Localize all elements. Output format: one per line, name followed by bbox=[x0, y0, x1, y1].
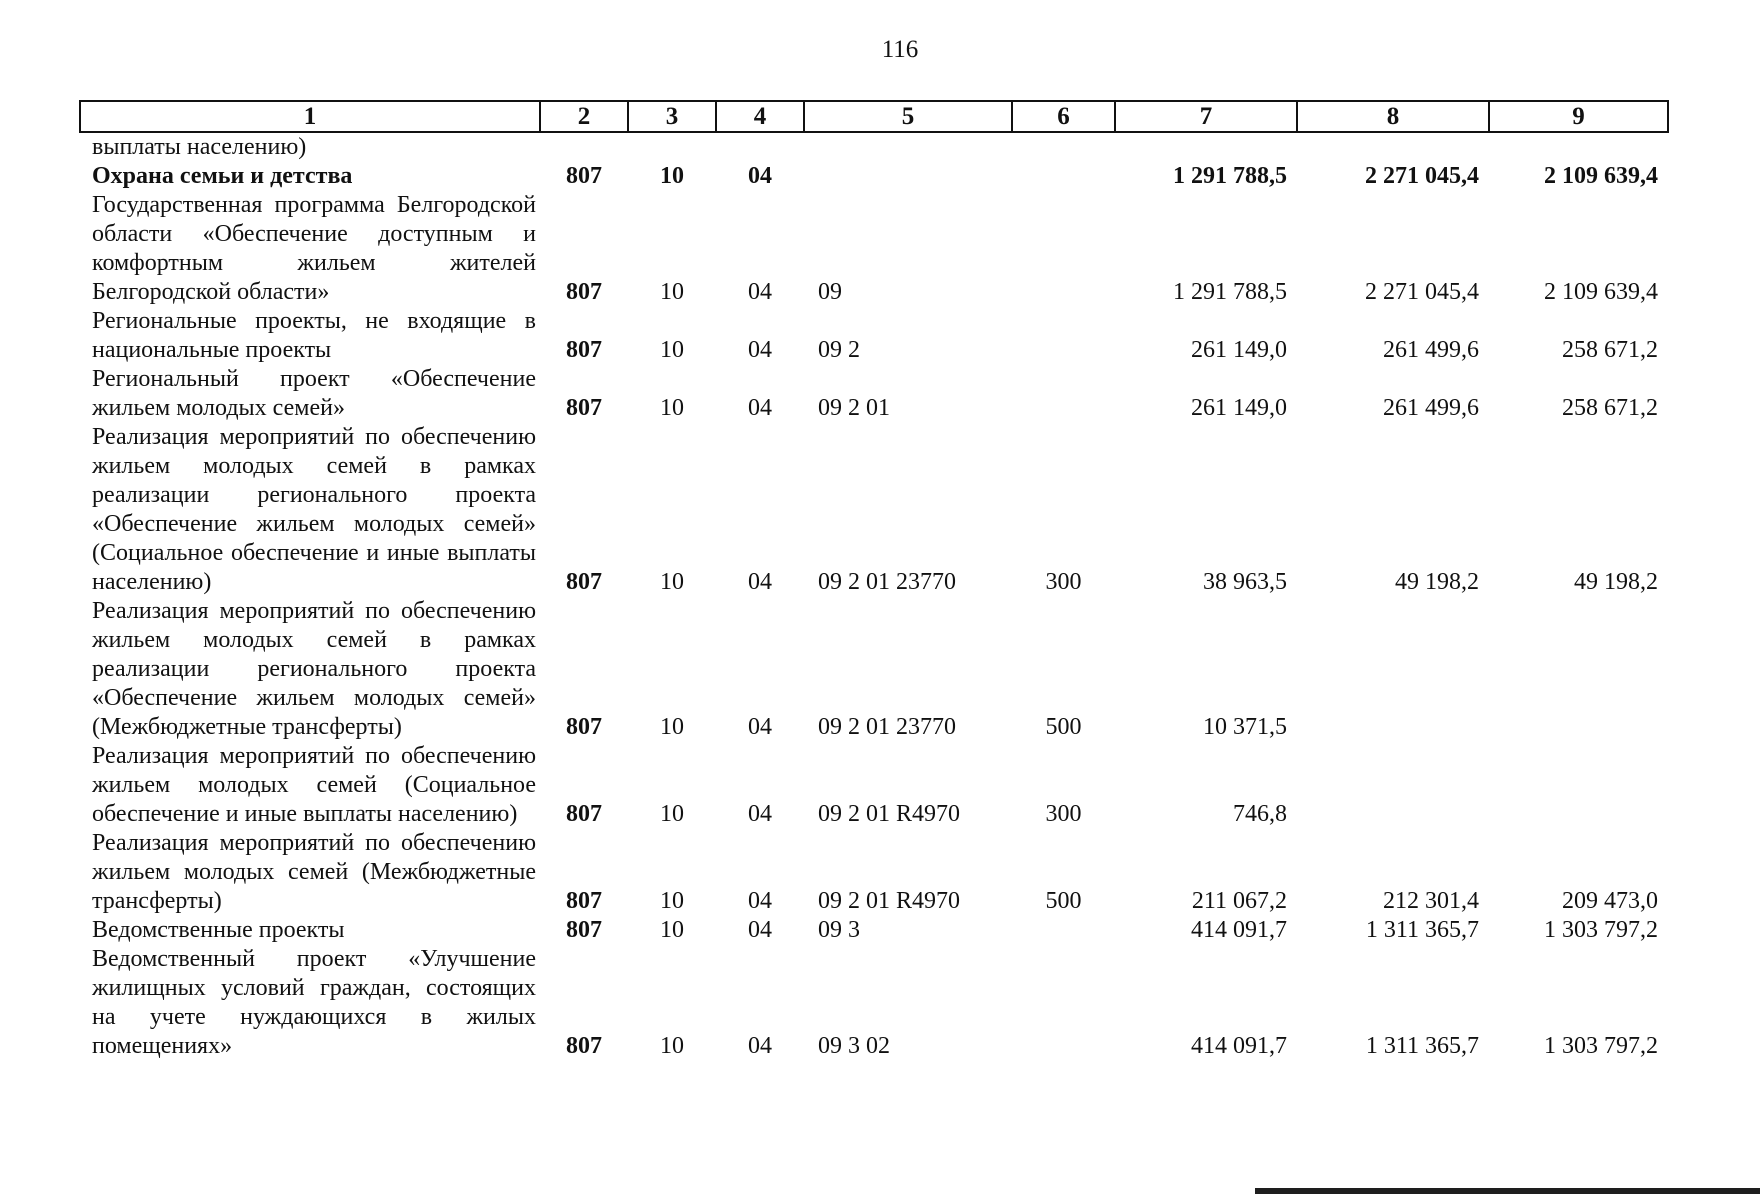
row-target-article: 09 2 01 23770 bbox=[818, 714, 956, 740]
row-expense-type: 500 bbox=[1045, 714, 1082, 740]
row-amount-col7: 261 149,0 bbox=[1191, 337, 1287, 363]
row-section-code: 10 bbox=[660, 1033, 684, 1059]
row-expense-type bbox=[1012, 916, 1115, 945]
row-amount-col9: 258 671,2 bbox=[1562, 395, 1658, 421]
row-subsection-code: 04 bbox=[748, 337, 772, 363]
row-ministry-code: 807 bbox=[566, 917, 602, 943]
header-col-7: 7 bbox=[1115, 101, 1297, 132]
row-subsection-code: 04 bbox=[748, 163, 772, 189]
table-row bbox=[80, 307, 1668, 365]
row-amount-col7: 10 371,5 bbox=[1203, 714, 1287, 740]
row-amount-col7: 746,8 bbox=[1233, 801, 1287, 827]
row-amount-col8: 1 311 365,7 bbox=[1365, 1033, 1479, 1059]
header-row bbox=[80, 101, 1668, 132]
row-subsection-code: 04 bbox=[748, 279, 772, 305]
row-target-article: 09 2 01 R4970 bbox=[818, 801, 961, 827]
row-expense-type: 300 bbox=[1045, 569, 1082, 595]
row-section-code: 10 bbox=[660, 714, 684, 740]
row-name: Государственная программа Белгородской области «Обеспечение доступным и комфортным жильем жителей Белгородской области» bbox=[92, 192, 536, 305]
row-ministry-code: 807 bbox=[566, 801, 602, 827]
header-col-1: 1 bbox=[80, 101, 540, 132]
row-expense-type bbox=[1012, 945, 1115, 1061]
row-section-code: 10 bbox=[660, 801, 684, 827]
row-name: Реализация мероприятий по обеспечению жильем молодых семей в рамках реализации регионального проекта «Обеспечение жильем молодых семей» (Социальное обеспечение и иные выплаты населению) bbox=[92, 424, 536, 595]
row-ministry-code bbox=[540, 132, 628, 162]
row-amount-col7 bbox=[1115, 132, 1297, 162]
row-target-article: 09 3 02 bbox=[818, 1033, 890, 1059]
row-amount-col8 bbox=[1297, 742, 1489, 829]
row-amount-col8: 1 311 365,7 bbox=[1365, 917, 1479, 943]
row-section-code: 10 bbox=[660, 569, 684, 595]
table-row bbox=[80, 916, 1668, 945]
row-amount-col9 bbox=[1489, 742, 1668, 829]
row-target-article: 09 2 01 bbox=[818, 395, 890, 421]
row-expense-type bbox=[1012, 132, 1115, 162]
row-subsection-code: 04 bbox=[748, 714, 772, 740]
row-amount-col8 bbox=[1297, 597, 1489, 742]
row-amount-col7: 261 149,0 bbox=[1191, 395, 1287, 421]
header-col-4: 4 bbox=[716, 101, 804, 132]
row-section-code: 10 bbox=[660, 395, 684, 421]
row-name: Ведомственный проект «Улучшение жилищных условий граждан, состоящих на учете нуждающихся в жилых помещениях» bbox=[92, 946, 536, 1059]
table-header bbox=[80, 101, 1668, 132]
row-amount-col9: 2 109 639,4 bbox=[1544, 279, 1658, 305]
row-amount-col8: 261 499,6 bbox=[1383, 337, 1479, 363]
table-row bbox=[80, 162, 1668, 191]
table-row bbox=[80, 191, 1668, 307]
row-name: Ведомственные проекты bbox=[92, 917, 345, 943]
row-subsection-code: 04 bbox=[748, 801, 772, 827]
header-col-8: 8 bbox=[1297, 101, 1489, 132]
row-name: Реализация мероприятий по обеспечению жильем молодых семей в рамках реализации регионального проекта «Обеспечение жильем молодых семей» (Межбюджетные трансферты) bbox=[92, 598, 536, 740]
header-col-9: 9 bbox=[1489, 101, 1668, 132]
row-amount-col9 bbox=[1489, 132, 1668, 162]
row-amount-col9: 1 303 797,2 bbox=[1544, 917, 1658, 943]
scan-edge-line bbox=[1255, 1188, 1760, 1194]
row-target-article: 09 2 bbox=[818, 337, 860, 363]
row-amount-col7: 211 067,2 bbox=[1191, 888, 1287, 914]
row-ministry-code: 807 bbox=[566, 163, 602, 189]
row-amount-col7: 414 091,7 bbox=[1191, 1033, 1287, 1059]
row-amount-col7: 1 291 788,5 bbox=[1173, 279, 1287, 305]
table-row bbox=[80, 132, 1668, 162]
row-amount-col8: 2 271 045,4 bbox=[1365, 279, 1479, 305]
row-name: Региональные проекты, не входящие в национальные проекты bbox=[92, 308, 536, 363]
row-section-code: 10 bbox=[660, 888, 684, 914]
row-amount-col7: 38 963,5 bbox=[1203, 569, 1287, 595]
row-amount-col9: 209 473,0 bbox=[1562, 888, 1658, 914]
row-ministry-code: 807 bbox=[566, 1033, 602, 1059]
row-name: Региональный проект «Обеспечение жильем молодых семей» bbox=[92, 366, 536, 421]
row-subsection-code: 04 bbox=[748, 395, 772, 421]
row-ministry-code: 807 bbox=[566, 569, 602, 595]
row-section-code: 10 bbox=[660, 337, 684, 363]
row-amount-col8: 2 271 045,4 bbox=[1365, 163, 1479, 189]
row-name: выплаты населению) bbox=[92, 134, 307, 160]
row-subsection-code: 04 bbox=[748, 917, 772, 943]
row-expense-type: 500 bbox=[1045, 888, 1082, 914]
row-expense-type bbox=[1012, 191, 1115, 307]
row-target-article: 09 2 01 23770 bbox=[818, 569, 956, 595]
budget-table-container bbox=[79, 100, 1667, 1061]
row-target-article: 09 bbox=[818, 279, 842, 305]
header-col-6: 6 bbox=[1012, 101, 1115, 132]
table-row bbox=[80, 365, 1668, 423]
row-amount-col8: 261 499,6 bbox=[1383, 395, 1479, 421]
row-expense-type bbox=[1012, 365, 1115, 423]
table-row bbox=[80, 423, 1668, 597]
row-ministry-code: 807 bbox=[566, 337, 602, 363]
row-amount-col9: 49 198,2 bbox=[1574, 569, 1658, 595]
row-name: Реализация мероприятий по обеспечению жильем молодых семей (Межбюджетные трансферты) bbox=[92, 830, 536, 914]
header-col-5: 5 bbox=[804, 101, 1012, 132]
row-name: Реализация мероприятий по обеспечению жильем молодых семей (Социальное обеспечение и иные выплаты населению) bbox=[92, 743, 536, 827]
row-amount-col8: 49 198,2 bbox=[1395, 569, 1479, 595]
table-row bbox=[80, 829, 1668, 916]
row-amount-col9: 2 109 639,4 bbox=[1544, 163, 1658, 189]
row-expense-type bbox=[1012, 162, 1115, 191]
page-number: 116 bbox=[881, 36, 919, 63]
row-section-code: 10 bbox=[660, 163, 684, 189]
table-body bbox=[80, 132, 1668, 1061]
row-subsection-code bbox=[716, 132, 804, 162]
table-row bbox=[80, 742, 1668, 829]
row-target-article bbox=[804, 132, 1012, 162]
row-amount-col9: 258 671,2 bbox=[1562, 337, 1658, 363]
row-ministry-code: 807 bbox=[566, 714, 602, 740]
budget-table bbox=[79, 100, 1669, 1061]
row-amount-col7: 1 291 788,5 bbox=[1173, 163, 1287, 189]
row-section-code: 10 bbox=[660, 917, 684, 943]
row-amount-col8: 212 301,4 bbox=[1383, 888, 1479, 914]
row-subsection-code: 04 bbox=[748, 888, 772, 914]
row-amount-col9: 1 303 797,2 bbox=[1544, 1033, 1658, 1059]
row-expense-type bbox=[1012, 307, 1115, 365]
row-name: Охрана семьи и детства bbox=[92, 163, 353, 189]
row-amount-col8 bbox=[1297, 132, 1489, 162]
row-target-article bbox=[804, 162, 1012, 191]
row-target-article: 09 3 bbox=[818, 917, 860, 943]
table-row bbox=[80, 945, 1668, 1061]
row-subsection-code: 04 bbox=[748, 1033, 772, 1059]
row-expense-type: 300 bbox=[1045, 801, 1082, 827]
row-target-article: 09 2 01 R4970 bbox=[818, 888, 961, 914]
row-subsection-code: 04 bbox=[748, 569, 772, 595]
row-amount-col7: 414 091,7 bbox=[1191, 917, 1287, 943]
header-col-2: 2 bbox=[540, 101, 628, 132]
row-amount-col9 bbox=[1489, 597, 1668, 742]
row-ministry-code: 807 bbox=[566, 888, 602, 914]
table-row bbox=[80, 597, 1668, 742]
header-col-3: 3 bbox=[628, 101, 716, 132]
row-ministry-code: 807 bbox=[566, 395, 602, 421]
row-ministry-code: 807 bbox=[566, 279, 602, 305]
row-section-code bbox=[628, 132, 716, 162]
row-section-code: 10 bbox=[660, 279, 684, 305]
